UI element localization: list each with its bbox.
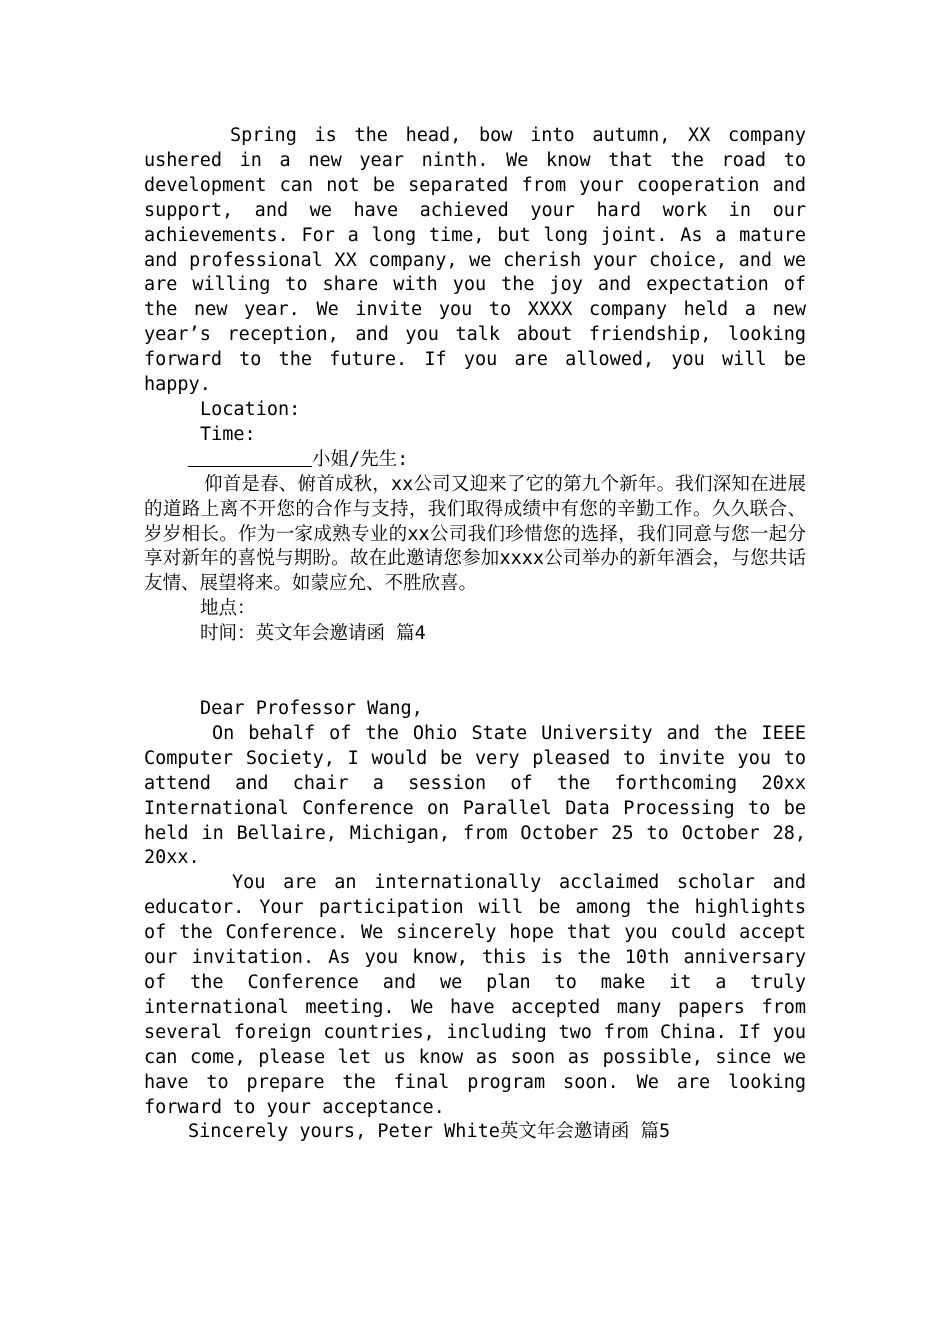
letter-paragraph-1: On behalf of the Ohio State University and the IEEE Computer Society, I would be very pleased to invite you to attend and chair a session of the forthcoming 20xx International Conference on Parallel Data Processing to be held in Bellaire, Michigan, from October 25 to October 28, 20xx. [144, 722, 806, 869]
letter-paragraph-2: You are an internationally acclaimed scholar and educator. Your participation will be among the highlights of the Conference. We sincerely hope that you could accept our invitation. As you know, this is the 10th anniversary of the Conference and we plan to make it a truly international meeting. We have accepted many papers from several foreign countries, including two from China. If you can come, please let us know as soon as possible, since we have to prepare the final program soon. We are looking forward to your acceptance. [144, 872, 806, 1118]
salutation-line-cn [144, 448, 806, 473]
document-page [144, 124, 806, 1145]
letter-greeting: Dear Professor Wang, [200, 698, 423, 720]
location-label-cn: 地点： [200, 598, 256, 620]
name-blank-line [188, 448, 312, 467]
time-label-en: Time: [200, 423, 256, 445]
section-gap [144, 647, 806, 697]
invitation-cn-body: 仰首是春、俯首成秋，xx公司又迎来了它的第九个新年。我们深知在进展的道路上离不开您的合作与支持，我们取得成绩中有您的辛勤工作。久久联合、岁岁相长。作为一家成熟专业的xx公司我们珍惜您的选择，我们同意与您一起分享对新年的喜悦与期盼。故在此邀请您参加xxxx公司举办的新年酒会，与您共话友情、展望将来。如蒙应允、不胜欣喜。 [144, 473, 806, 595]
time-line-cn: 时间：英文年会邀请函 篇4 [200, 623, 426, 645]
location-label-en: Location: [200, 398, 301, 420]
invitation-en-body: Spring is the head, bow into autumn, XX company ushered in a new year ninth. We know that the road to development can not be separated from your cooperation and support, and we have achieved your hard work in our achievements. For a long time, but long joint. As a mature and professional XX company, we cherish your choice, and we are willing to share with you the joy and expectation of the new year. We invite you to XXXX company held a new year’s reception, and you talk about friendship, looking forward to the future. If you are allowed, you will be happy. [144, 125, 806, 396]
letter-closing: Sincerely yours, Peter White英文年会邀请函 篇5 [188, 1121, 671, 1143]
salutation-cn: 小姐/先生: [312, 448, 409, 470]
